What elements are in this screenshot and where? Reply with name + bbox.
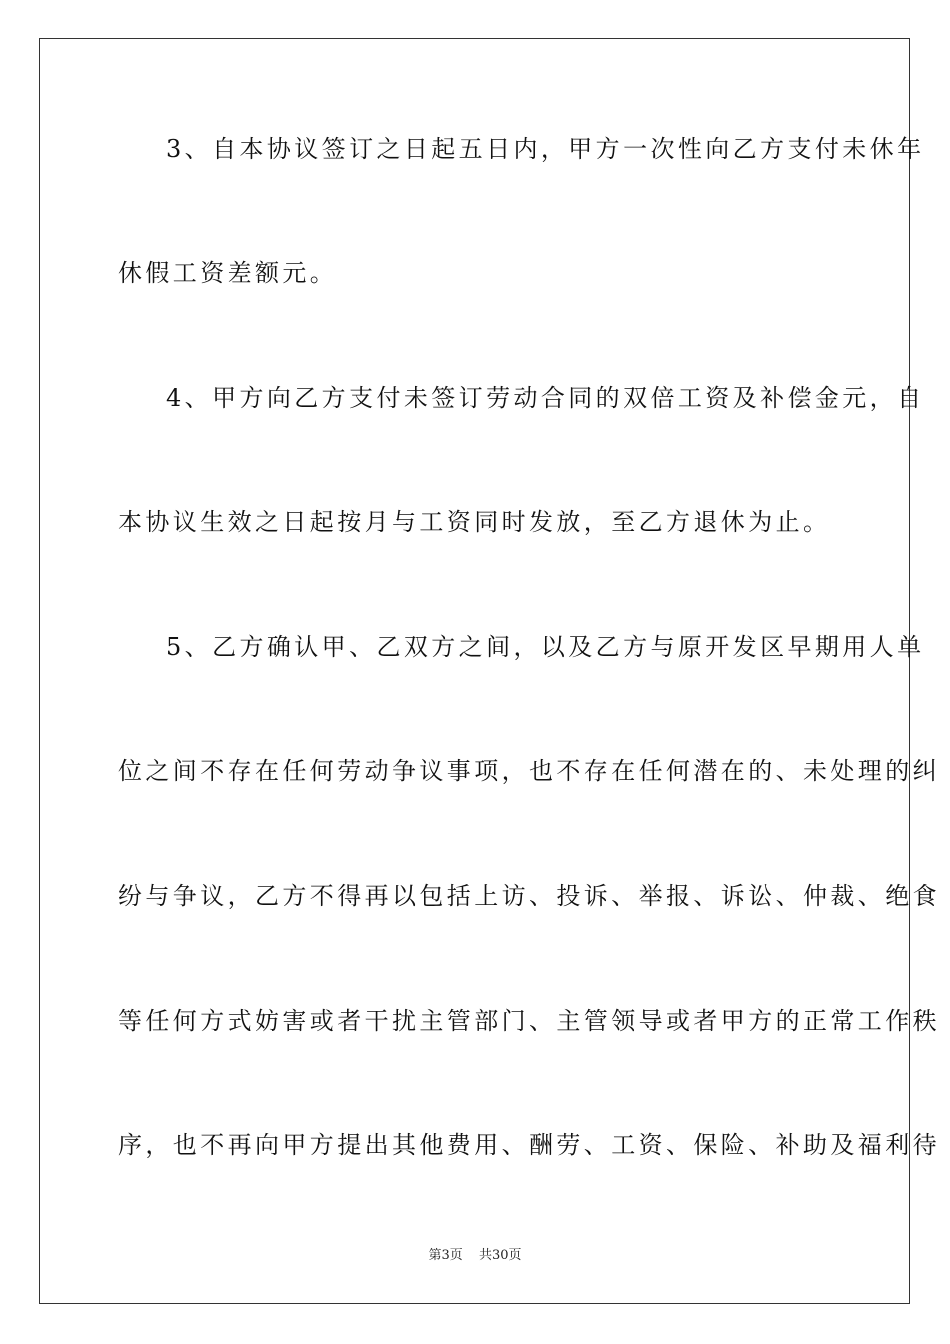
page-footer (0, 1247, 950, 1265)
paragraph-4-line-2: 本协议生效之日起按月与工资同时发放，至乙方退休为止。 (118, 508, 831, 536)
page-number-total: 共30页 (478, 1248, 522, 1263)
paragraph-5-line-1: 5、乙方确认甲、乙双方之间，以及乙方与原开发区早期用人单 (166, 633, 925, 661)
paragraph-5-line-4: 等任何方式妨害或者干扰主管部门、主管领导或者甲方的正常工作秩 (118, 1007, 940, 1035)
paragraph-4-line-1: 4、甲方向乙方支付未签订劳动合同的双倍工资及补偿金元，自 (166, 384, 925, 412)
paragraph-5-line-2: 位之间不存在任何劳动争议事项，也不存在任何潜在的、未处理的纠 (118, 757, 940, 785)
paragraph-3-line-1: 3、自本协议签订之日起五日内，甲方一次性向乙方支付未休年 (166, 135, 925, 163)
paragraph-3-line-2: 休假工资差额元。 (118, 259, 338, 287)
paragraph-5-line-5: 序，也不再向甲方提出其他费用、酬劳、工资、保险、补助及福利待 (118, 1131, 940, 1159)
paragraph-5-line-3: 纷与争议，乙方不得再以包括上访、投诉、举报、诉讼、仲裁、绝食 (118, 882, 940, 910)
page-border (39, 38, 940, 1304)
page-number-current: 第3页 (428, 1248, 463, 1263)
